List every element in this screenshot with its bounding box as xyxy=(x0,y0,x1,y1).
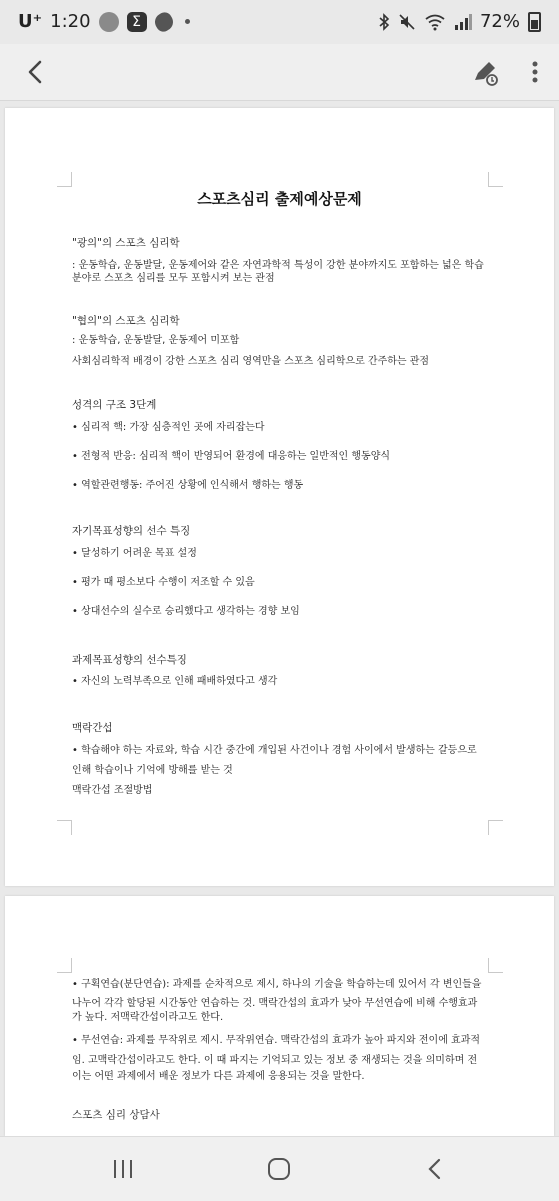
bullet-item: • 자신의 노력부족으로 인해 패배하였다고 생각 xyxy=(72,676,278,687)
heading-contextual-interference: 맥락간섭 xyxy=(72,722,113,734)
more-vert-icon[interactable] xyxy=(523,56,547,88)
crop-mark xyxy=(488,820,503,835)
recents-icon[interactable] xyxy=(110,1157,136,1181)
status-left xyxy=(18,11,190,32)
app-bar xyxy=(0,44,559,101)
nav-back-icon[interactable] xyxy=(424,1157,446,1181)
crop-mark xyxy=(488,172,503,187)
system-nav-bar xyxy=(0,1136,559,1201)
bullet-item: • 역할관련행동: 주어진 상황에 인식해서 행하는 행동 xyxy=(72,480,304,491)
paragraph-line: 맥락간섭 조절방법 xyxy=(72,785,153,796)
battery-icon xyxy=(528,12,541,32)
notification-dot-icon xyxy=(99,12,119,32)
paragraph-line: 가 높다. 저맥락간섭이라고도 한다. xyxy=(72,1012,224,1023)
status-right xyxy=(378,11,541,32)
bullet-item: • 무선연습: 과제를 무작위로 제시. 무작위연습. 맥락간섭의 효과가 높아 파지와 전이에 효과적 xyxy=(72,1035,481,1046)
bullet-item: • 구획연습(분단연습): 과제를 순차적으로 제시, 하나의 기술을 학습하는데 있어서 각 변인들을 xyxy=(72,979,482,990)
paragraph-line: 나누어 각각 할당된 시간동안 연습하는 것. 맥락간섭의 효과가 낮아 무선연습에 비해 수행효과 xyxy=(72,998,478,1009)
bullet-item: • 평가 때 평소보다 수행이 저조할 수 있음 xyxy=(72,577,255,588)
wifi-icon xyxy=(424,13,446,31)
paragraph-line: 사회심리학적 배경이 강한 스포츠 심리 영역만을 스포츠 심리학으로 간주하는 관점 xyxy=(72,356,430,367)
paragraph-line: 인해 학습이나 기억에 방해를 받는 것 xyxy=(72,765,233,776)
heading-sports-counselor: 스포츠 심리 상담사 xyxy=(72,1109,160,1121)
paragraph-line: 임. 고맥락간섭이라고도 한다. 이 때 파지는 기억되고 있는 정보 중 재생되는 것을 의미하며 전 xyxy=(72,1055,478,1066)
bullet-item: • 심리적 핵: 가장 심층적인 곳에 자리잡는다 xyxy=(72,422,265,433)
heading-task-orientation: 과제목표성향의 선수특징 xyxy=(72,654,187,666)
mute-icon xyxy=(398,13,416,31)
paragraph-line: : 운동학습, 운동발달, 운동제어 미포함 xyxy=(72,335,240,346)
clock: 1:20 xyxy=(50,11,91,32)
bullet-item: • 달성하기 어려운 목표 설정 xyxy=(72,548,197,559)
heading-personality-structure: 성격의 구조 3단계 xyxy=(72,399,157,411)
crop-mark xyxy=(488,958,503,973)
document-page-2[interactable] xyxy=(5,896,554,1136)
crop-mark xyxy=(57,820,72,835)
bean-app-icon xyxy=(151,9,176,34)
heading-broad-sense: "광의"의 스포츠 심리학 xyxy=(72,237,180,249)
paragraph-line: 분야로 스포츠 심리를 모두 포함시켜 보는 관점 xyxy=(72,273,275,284)
battery-percent: 72% xyxy=(479,11,520,32)
heading-narrow-sense: "협의"의 스포츠 심리학 xyxy=(72,315,180,327)
pen-edit-icon[interactable] xyxy=(469,56,501,88)
bluetooth-icon xyxy=(378,13,390,31)
home-icon[interactable] xyxy=(266,1157,292,1181)
document-page-1[interactable] xyxy=(5,108,554,886)
crop-mark xyxy=(57,958,72,973)
more-notifications-icon xyxy=(185,19,190,24)
carrier-label: U⁺ xyxy=(18,11,43,32)
paragraph-line: : 운동학습, 운동발달, 운동제어와 같은 자연과학적 특성이 강한 분야까지도 포함하는 넓은 학습 xyxy=(72,260,484,271)
signal-icon xyxy=(454,14,472,30)
heading-ego-orientation: 자기목표성향의 선수 특징 xyxy=(72,525,191,537)
sigma-app-icon: Σ xyxy=(127,12,147,32)
status-bar xyxy=(0,0,559,44)
crop-mark xyxy=(57,172,72,187)
bullet-item: • 상대선수의 실수로 승리했다고 생각하는 경향 보임 xyxy=(72,606,300,617)
paragraph-line: 이는 어떤 과제에서 배운 정보가 다른 과제에 응용되는 것을 말한다. xyxy=(72,1071,365,1082)
back-arrow-icon[interactable] xyxy=(20,56,52,88)
bullet-item: • 학습해야 하는 자료와, 학습 시간 중간에 개입된 사건이나 경험 사이에서 발생하는 갈등으로 xyxy=(72,745,477,756)
bullet-item: • 전형적 반응: 심리적 핵이 반영되어 환경에 대응하는 일반적인 행동양식 xyxy=(72,451,391,462)
document-title: 스포츠심리 출제예상문제 xyxy=(197,190,362,208)
